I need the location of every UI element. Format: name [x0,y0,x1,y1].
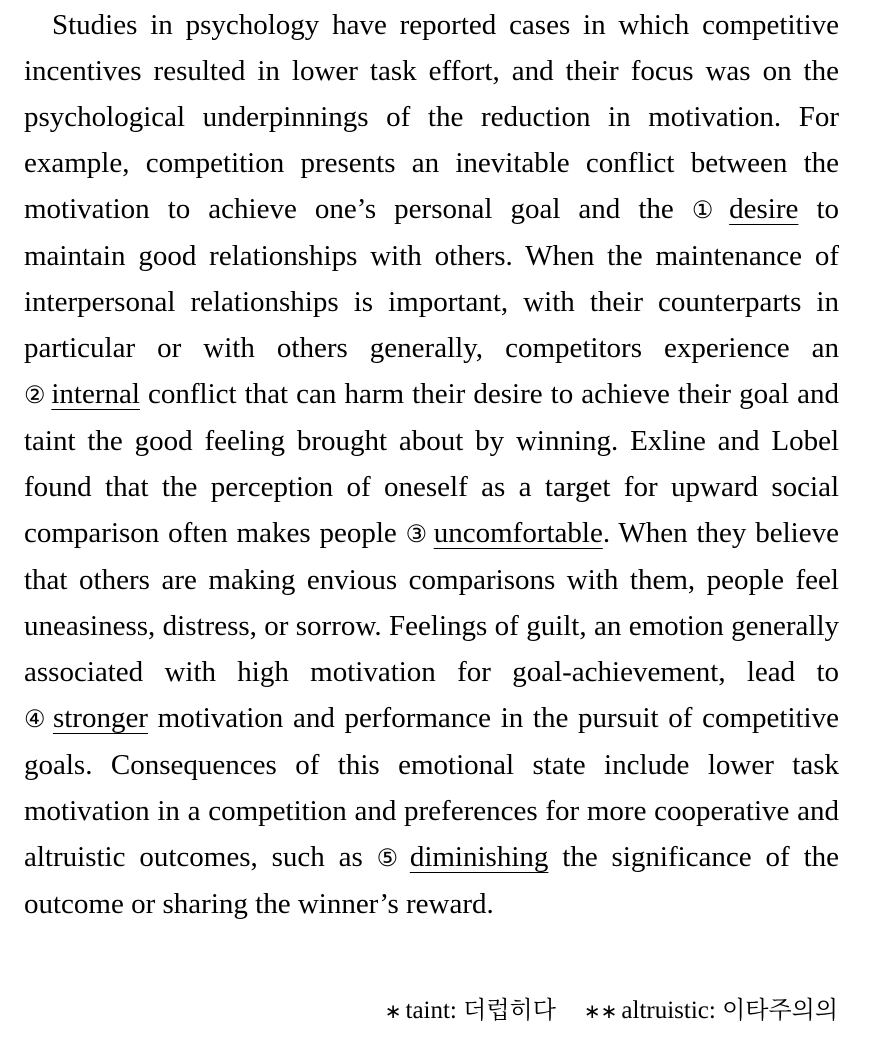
footnote-gloss: 더럽히다 [463,996,556,1024]
passage-text: to maintain good relationships with others. When the maintenance of interpersonal relationships is important, with their counterparts in particular or with others generally, competitors experience an [24,193,839,364]
footnote-altruistic [584,990,838,1031]
choice-marker-2: ② [24,381,47,409]
footnotes [385,990,838,1031]
passage-text: Studies in psychology have reported cases in which competitive incentives resulted in lower task effort, and their focus was on the psychological underpinnings of the reduction in motivation. For example, competition presents an inevitable conflict between the motivation to achieve one’s personal goal and the [24,9,839,225]
underlined-word-1: desire [729,193,799,225]
choice-marker-4: ④ [24,705,48,733]
footnote-taint [385,990,556,1031]
passage-paragraph [24,2,839,927]
passage-text: the significance of the outcome or sharing the winner’s reward. [24,841,839,920]
footnote-term: altruistic: [621,997,716,1024]
underlined-word-5: diminishing [409,841,549,873]
footnote-star: ∗ [384,999,402,1023]
passage-text: . When they believe that others are making envious comparisons with them, people feel uneasiness, distress, or sorrow. Feelings of guilt, an emotion generally associated with high motivation for goal-achievement, lead to [24,517,839,688]
passage-text: motivation and performance in the pursuit of competitive goals. Consequences of this emotional state include lower task motivation in a competition and preferences for more cooperative and altruistic outcomes, such as [24,702,839,873]
footnote-term: taint: [405,997,457,1024]
footnote-star: ∗∗ [583,999,618,1023]
choice-marker-3: ③ [405,520,429,548]
footnote-gloss: 이타주의의 [722,996,838,1024]
choice-marker-5: ⑤ [376,844,405,872]
underlined-word-4: stronger [52,702,148,734]
passage-text: conflict that can harm their desire to achieve their goal and taint the good feeling brought about by winning. Exline and Lobel found that the perception of oneself as a target for upward social comparison often makes people [24,378,839,549]
choice-marker-1: ① [691,196,725,224]
underlined-word-3: uncomfortable [433,517,603,549]
underlined-word-2: internal [51,378,140,410]
